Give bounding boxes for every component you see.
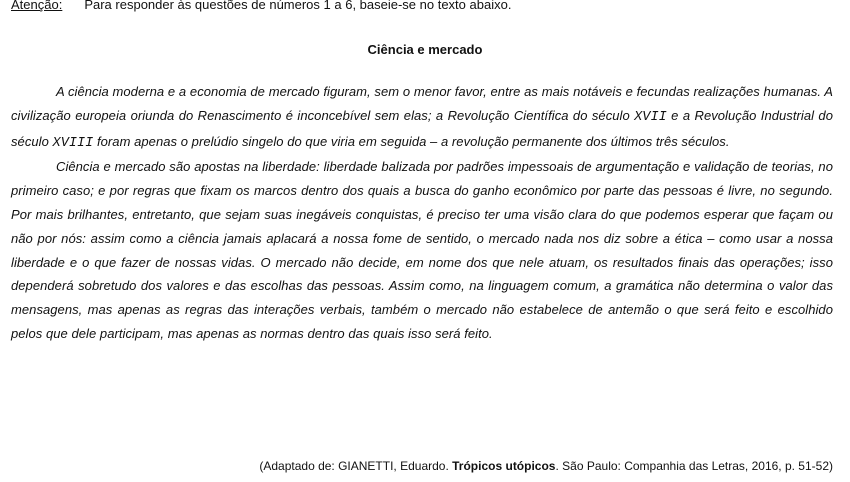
- text-title: Ciência e mercado: [367, 42, 483, 57]
- citation-suffix: . São Paulo: Companhia das Letras, 2016, p. 51-52): [555, 459, 833, 473]
- century-numeral-2: XVIII: [52, 135, 94, 151]
- paragraph-1-part-1: A ciência moderna e a economia de mercado figuram, sem o menor favor, entre as mais notáveis e fecundas realizações humanas. A civilização europeia oriunda do Renascimento é inconcebível sem elas; a Revolução Científica do século: [11, 84, 833, 123]
- paragraph-1-part-2: e a Revolução Industrial do século: [11, 107, 833, 149]
- paragraph-1-part-3: foram apenas o prelúdio singelo do que viria em seguida – a revolução permanente dos últimos três séculos.: [93, 133, 730, 149]
- attention-label: Atenção:: [11, 0, 63, 12]
- century-numeral-1: XVII: [634, 109, 667, 125]
- instruction-header: [11, 0, 511, 13]
- citation-book-title: Trópicos utópicos: [452, 459, 556, 473]
- citation-prefix: (Adaptado de: GIANETTI, Eduardo.: [259, 459, 453, 473]
- source-citation: [259, 458, 833, 474]
- paragraph-2: Ciência e mercado são apostas na liberdade: liberdade balizada por padrões impessoais de argumentação e validação de teorias, no primeiro caso; e por regras que fixam os marcos dentro dos quais a busca do ganho econômico por parte das pessoas é livre, no segundo. Por mais brilhantes, entretanto, que sejam suas inegáveis conquistas, é preciso ter uma visão clara do que podemos esperar que façam ou não por nós: assim como a ciência jamais aplacará a nossa fome de sentido, o mercado nada nos diz sobre a ética – como usar a nossa liberdade e o que fazer de nossas vidas. O mercado não decide, em nome dos que nele atuam, os resultados finais das operações; isso dependerá sobretudo dos valores e das escolhas das pessoas. Assim como, na linguagem comum, a gramática não determina o valor das mensagens, mas apenas as regras das interações verbais, também o mercado não estabelece de antemão o que será feito e escolhido pelos que dele participam, mas apenas as normas dentro das quais isso será feito.: [11, 159, 833, 341]
- body-text: [11, 80, 833, 346]
- paragraph-1: [11, 80, 833, 155]
- instruction-text: Para responder às questões de números 1 a 6, baseie-se no texto abaixo.: [84, 0, 512, 12]
